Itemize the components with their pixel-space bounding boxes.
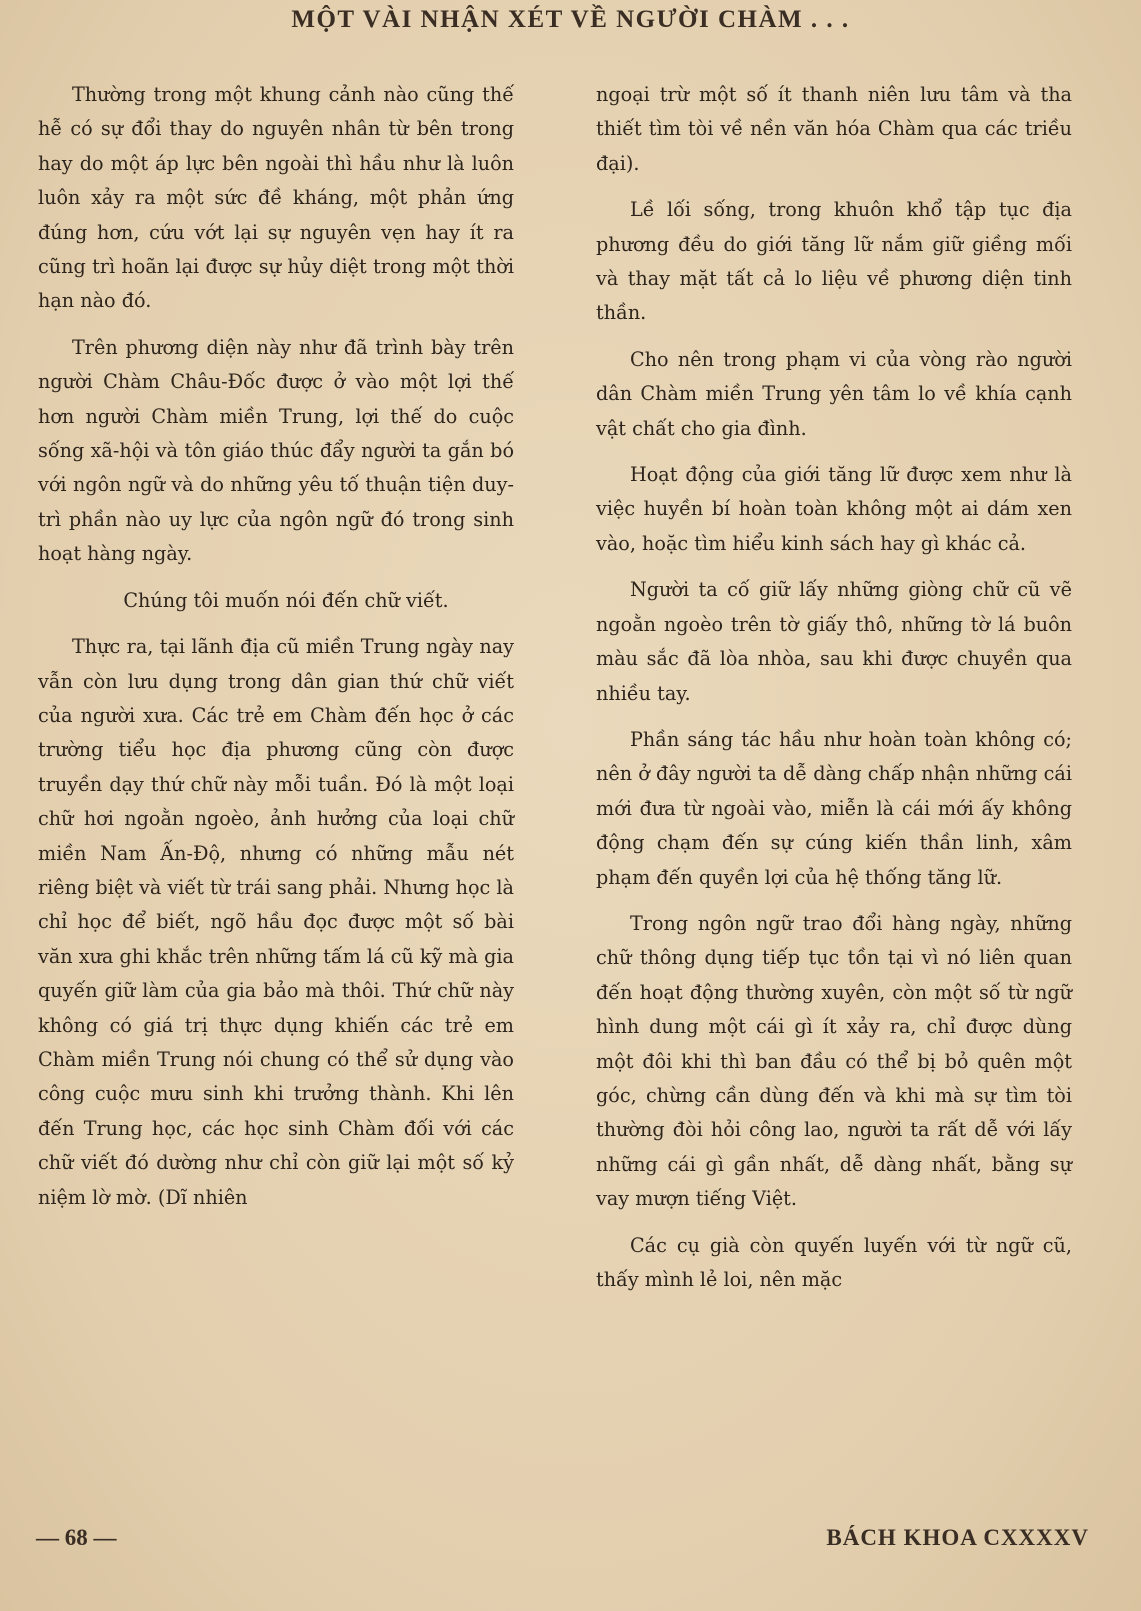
running-head: MỘT VÀI NHẬN XÉT VỀ NGƯỜI CHÀM . . . [291, 6, 850, 33]
paragraph: Thực ra, tại lãnh địa cũ miền Trung ngày nay vẫn còn lưu dụng trong dân gian thứ chữ viết của người xưa. Các trẻ em Chàm đến học ở các trường tiểu học địa phương cũng còn được truyền dạy thứ chữ này mỗi tuần. Đó là một loại chữ hơi ngoằn ngoèo, ảnh hưởng của loại chữ miền Nam Ấn-Độ, nhưng có những mẫu nét riêng biệt và viết từ trái sang phải. Nhưng học là chỉ học để biết, ngõ hầu đọc được một số bài văn xưa ghi khắc trên những tấm lá cũ kỹ mà gia quyến giữ làm của gia bảo mà thôi. Thứ chữ này không có giá trị thực dụng khiến các trẻ em Chàm miền Trung nói chung có thể sử dụng vào công cuộc mưu sinh khi trưởng thành. Khi lên đến Trung học, các học sinh Chàm đối với các chữ viết đó dường như chỉ còn giữ lại một số kỷ niệm lờ mờ. (Dĩ nhiên [38, 635, 514, 1209]
paragraph: Hoạt động của giới tăng lữ được xem như là việc huyền bí hoàn toàn không một ai dám xen vào, hoặc tìm hiểu kinh sách hay gì khác cả. [596, 463, 1072, 555]
paragraph: Phần sáng tác hầu như hoàn toàn không có; nên ở đây người ta dễ dàng chấp nhận những cái mới đưa từ ngoài vào, miễn là cái mới ấy không động chạm đến sự cúng kiến thần linh, xâm phạm đến quyền lợi của hệ thống tăng lữ. [596, 727, 1072, 889]
paragraph: Chúng tôi muốn nói đến chữ viết. [123, 588, 449, 612]
page-number: — 68 — [36, 1525, 117, 1550]
journal-title: BÁCH KHOA CXXXXV [826, 1525, 1089, 1550]
paragraph: Thường trong một khung cảnh nào cũng thế hễ có sự đổi thay do nguyên nhân từ bên trong hay do một áp lực bên ngoài thì hầu như là luôn luôn xảy ra một sức đề kháng, một phản ứng đúng hơn, cứu vớt lại sự nguyên vẹn hay ít ra cũng trì hoãn lại được sự hủy diệt trong một thời hạn nào đó. [38, 83, 514, 313]
paragraph: Các cụ già còn quyến luyến với từ ngữ cũ, thấy mình lẻ loi, nên mặc [596, 1233, 1072, 1291]
paragraph: Trong ngôn ngữ trao đổi hàng ngày, những chữ thông dụng tiếp tục tồn tại vì nó liên quan đến hoạt động thường xuyên, còn một số từ ngữ hình dung một cái gì ít xảy ra, chỉ được dùng một đôi khi thì ban đầu có thể bị bỏ quên một góc, chừng cần dùng đến và khi mà sự tìm tòi thường đòi hỏi công lao, người ta rất dễ với lấy những cái gì gần nhất, dễ dàng nhất, bằng sự vay mượn tiếng Việt. [596, 911, 1072, 1211]
left-column [38, 78, 514, 1227]
paragraph: Lề lối sống, trong khuôn khổ tập tục địa phương đều do giới tăng lữ nắm giữ giềng mối và thay mặt tất cả lo liệu về phương diện tinh thần. [596, 198, 1072, 325]
paragraph: Cho nên trong phạm vi của vòng rào người dân Chàm miền Trung yên tâm lo về khía cạnh vật chất cho gia đình. [596, 347, 1072, 440]
paragraph: Người ta cố giữ lấy những giòng chữ cũ vẽ ngoằn ngoèo trên tờ giấy thô, những tờ lá buôn màu sắc đã lòa nhòa, sau khi được chuyền qua nhiều tay. [596, 578, 1072, 705]
right-column [596, 78, 1072, 1309]
paragraph: Trên phương diện này như đã trình bày trên người Chàm Châu-Đốc được ở vào một lợi thế hơn người Chàm miền Trung, lợi thế do cuộc sống xã-hội và tôn giáo thúc đẩy người ta gắn bó với ngôn ngữ và do những yêu tố thuận tiện duy-trì phần nào uy lực của ngôn ngữ đó trong sinh hoạt hàng ngày. [38, 335, 514, 566]
paragraph: ngoại trừ một số ít thanh niên lưu tâm và tha thiết tìm tòi về nền văn hóa Chàm qua các triều đại). [596, 83, 1072, 175]
